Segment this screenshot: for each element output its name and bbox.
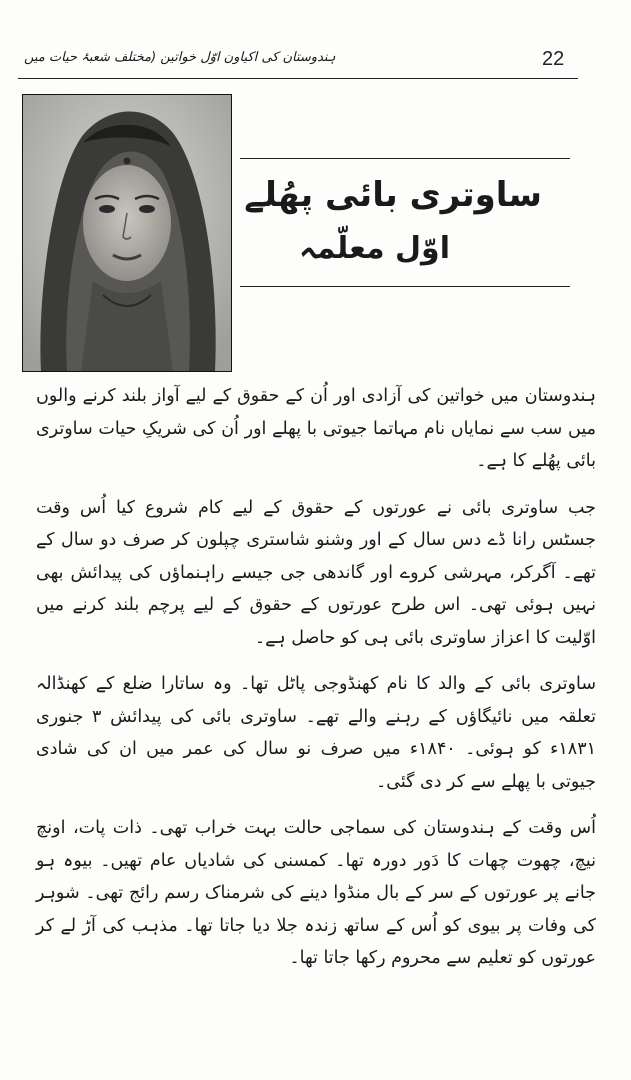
chapter-title-block — [240, 152, 570, 292]
page-header — [18, 44, 578, 79]
title-rule-bottom — [240, 286, 570, 287]
portrait-illustration — [23, 95, 231, 371]
portrait-photo — [22, 94, 232, 372]
body-text — [36, 380, 596, 1070]
chapter-title: ساوتری بائی پھُلے — [244, 175, 542, 215]
paragraph: جب ساوتری بائی نے عورتوں کے حقوق کے لیے کام شروع کیا اُس وقت جسٹس رانا ڈے دس سال کے اور وشنو شاستری چپلون کر صرف دو سال کے تھے۔ آگرکر، مہرشی کروے اور گاندھی جی جیسے راہنماؤں کی پیدائش بھی نہیں ہوئی تھی۔ اس طرح عورتوں کے حقوق کے لیے پرچم بلند کرنے میں اوّلیت کا اعزاز ساوتری بائی ہی کو حاصل ہے۔ — [36, 497, 596, 648]
title-rule-top — [240, 158, 570, 159]
paragraph: ہندوستان میں خواتین کی آزادی اور اُن کے حقوق کے لیے آواز بلند کرنے والوں میں سب سے نمایاں نام مہاتما جیوتی با پھلے اور اُن کی شریکِ حیات ساوتری بائی پھُلے کا ہے۔ — [36, 386, 596, 471]
paragraph: اُس وقت کے ہندوستان کی سماجی حالت بہت خراب تھی۔ ذات پات، اونچ نیچ، چھوت چھات کا دَور دورہ تھا۔ کمسنی کی شادیاں عام تھیں۔ بیوہ ہو جانے پر عورتوں کے سر کے بال منڈوا دینے کی شرمناک رسم رائج تھی۔ شوہر کی وفات پر بیوی کو اُس کے ساتھ زندہ جلا دیا جاتا تھا۔ مذہب کی آڑ لے کر عورتوں کو تعلیم سے محروم رکھا جاتا تھا۔ — [36, 818, 596, 968]
paragraph: ساوتری بائی کے والد کا نام کھنڈوجی پاٹل تھا۔ وہ ساتارا ضلع کے کھنڈالہ تعلقہ میں نائیگاؤں کے رہنے والے تھے۔ ساوتری بائی کی پیدائش ۳ جنوری ۱۸۳۱ء کو ہوئی۔ ۱۸۴۰ء میں صرف نو سال کی عمر میں ان کی شادی جیوتی با پھلے سے کر دی گئی۔ — [36, 674, 596, 792]
chapter-subtitle: اوّل معلّمہ — [299, 231, 450, 266]
page-number: 22 — [542, 48, 565, 70]
running-head: ہندوستان کی اکیاون اوّل خواتین (مختلف شعبۂ حیات میں — [24, 50, 336, 65]
